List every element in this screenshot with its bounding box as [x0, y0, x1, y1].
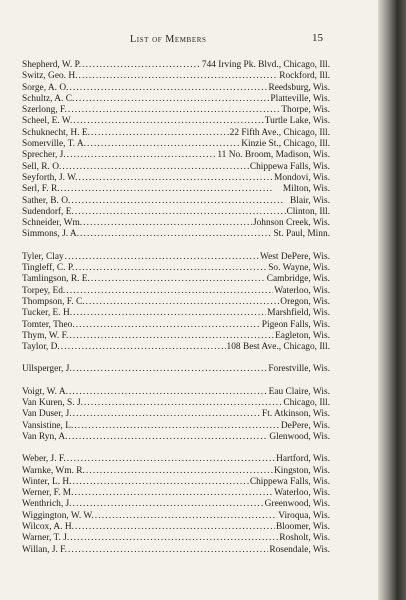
member-location: Bloomer, Wis. [275, 521, 330, 532]
member-location: Marshfield, Wis. [267, 308, 330, 319]
member-location: Kingston, Wis. [274, 465, 330, 476]
member-entry [22, 94, 330, 105]
member-location: St. Paul, Minn. [273, 229, 330, 240]
dot-leader [75, 522, 275, 533]
dot-leader [91, 274, 266, 285]
member-entry [22, 466, 330, 477]
member-location: 108 Best Ave., Chicago, Ill. [226, 342, 330, 353]
member-name: Willan, J. F. [22, 544, 67, 555]
member-name: Tamlingson, R. E. [22, 274, 90, 285]
member-location: Chippewa Falls, Wis. [249, 476, 330, 487]
member-name: Simmons, J. A. [22, 229, 80, 240]
member-location: Platteville, Wis. [270, 93, 330, 104]
member-name: Sudendorf, E. [22, 206, 74, 217]
member-entry [22, 218, 330, 229]
member-location: Pigeon Falls, Wis. [261, 319, 330, 330]
member-location: Milton, Wis. [282, 184, 330, 195]
member-entry [22, 286, 330, 297]
dot-leader [61, 342, 226, 353]
dot-leader [83, 218, 252, 229]
dot-leader [86, 297, 280, 308]
member-entry [22, 432, 330, 443]
member-location: Ft. Atkinson, Wis. [262, 409, 330, 420]
member-entry [22, 308, 330, 319]
member-location: 744 Irving Pk. Blvd., Chicago, Ill. [201, 60, 330, 70]
member-location: 22 Fifth Ave., Chicago, Ill. [229, 127, 330, 138]
member-name: Van Kuren, S. J. [22, 398, 83, 409]
dot-leader [71, 196, 289, 207]
dot-leader [68, 432, 268, 443]
member-name: Wilcox, A. H. [22, 521, 74, 532]
member-entry [22, 207, 330, 218]
book-binding-gutter [378, 0, 406, 600]
member-name: Ullsperger, J. [22, 364, 72, 375]
member-name: Werner, F. M. [22, 488, 74, 499]
member-name: Schneider, Wm. [22, 218, 83, 229]
member-name: Warner, T. J. [22, 533, 70, 544]
member-location: Greenwood, Wis. [264, 499, 330, 510]
member-location: Hartford, Wis. [276, 454, 330, 465]
member-entry [22, 320, 330, 331]
member-name: Tucker, E. H. [22, 308, 73, 319]
member-location: Chicago, Ill. [283, 398, 330, 409]
member-location: Kinzie St., Chicago, Ill. [241, 139, 330, 150]
member-location: Turtle Lake, Wis. [264, 116, 330, 127]
member-name: Schultz, A. C. [22, 93, 75, 104]
member-name: Tyler, Clay [22, 251, 64, 262]
member-group [22, 454, 330, 556]
member-location: Reedsburg, Wis. [268, 82, 330, 93]
member-location: Rockford, Ill. [279, 71, 330, 82]
member-location: Forestville, Wis. [268, 364, 330, 375]
member-name: Winter, L. H. [22, 476, 72, 487]
member-entry [22, 297, 330, 308]
dot-leader [75, 263, 267, 274]
member-name: Switz, Geo. H. [22, 71, 78, 82]
dot-leader [75, 488, 274, 499]
member-group [22, 364, 330, 375]
member-entry [22, 454, 330, 465]
dot-leader [87, 139, 240, 150]
dot-leader [69, 331, 274, 342]
member-location: Waterloo, Wis. [274, 285, 330, 296]
dot-leader [67, 454, 275, 465]
member-name: Tingleff, C. P. [22, 263, 75, 274]
member-group [22, 387, 330, 443]
dot-leader [91, 128, 229, 139]
dot-leader [76, 320, 261, 331]
running-title: List of Members [130, 34, 207, 45]
member-entry [22, 533, 330, 544]
dot-leader [66, 286, 273, 297]
member-location: Johnson Creek, Wis. [252, 218, 330, 229]
member-entry [22, 488, 330, 499]
member-name: Warnke, Wm. R. [22, 465, 85, 476]
member-name: Sell, R. O. [22, 161, 62, 172]
dot-leader [75, 207, 286, 218]
member-entry [22, 128, 330, 139]
member-entry [22, 398, 330, 409]
page-number: 15 [312, 32, 323, 44]
dot-leader [61, 184, 282, 195]
member-name: Serl, F. R. [22, 184, 60, 195]
member-name: Thompson, F. C. [22, 296, 85, 307]
member-location: DePere, Wis. [280, 420, 330, 431]
dot-leader [73, 116, 263, 127]
dot-leader [80, 229, 272, 240]
member-entry [22, 105, 330, 116]
dot-leader [68, 545, 268, 556]
member-name: Szerlong, F. [22, 105, 67, 116]
dot-leader [73, 477, 249, 488]
member-location: Rosholt, Wis. [279, 533, 330, 544]
member-location: Rosendale, Wis. [269, 544, 330, 555]
member-entry [22, 511, 330, 522]
dot-leader [82, 60, 201, 71]
member-group [22, 60, 330, 241]
member-location: Eagleton, Wis. [275, 330, 330, 341]
member-entry [22, 83, 330, 94]
member-name: Scheel, E. W. [22, 116, 73, 127]
dot-leader [78, 173, 273, 184]
member-entry [22, 229, 330, 240]
member-name: Sprecher, J. [22, 150, 66, 161]
member-location: Cambridge, Wis. [266, 274, 330, 285]
member-location: Chippewa Falls, Wis. [249, 161, 330, 172]
member-location: Mondovi, Wis. [274, 172, 330, 183]
member-location: Eau Claire, Wis. [268, 386, 330, 397]
member-name: Taylor, D. [22, 342, 60, 353]
member-name: Schuknecht, H. E. [22, 127, 90, 138]
member-entry [22, 139, 330, 150]
dot-leader [68, 105, 281, 116]
member-location: So. Wayne, Wis. [268, 263, 330, 274]
member-location: Blair, Wis. [290, 195, 330, 206]
member-entry [22, 252, 330, 263]
member-name: Tomter, Theo. [22, 319, 75, 330]
dot-leader [84, 398, 282, 409]
member-name: Weber, J. F. [22, 454, 66, 465]
member-location: 11 No. Broom, Madison, Wis. [217, 150, 330, 161]
page-header [0, 34, 378, 48]
member-name: Voigt, W. A. [22, 386, 68, 397]
member-entry [22, 499, 330, 510]
member-entry [22, 387, 330, 398]
member-location: Oregon, Wis. [280, 296, 330, 307]
member-name: Somerville, T. A. [22, 139, 86, 150]
member-location: West DePere, Wis. [259, 251, 330, 262]
member-entry [22, 477, 330, 488]
dot-leader [65, 252, 259, 263]
dot-leader [69, 83, 267, 94]
member-entry [22, 522, 330, 533]
member-entry [22, 263, 330, 274]
dot-leader [95, 511, 277, 522]
member-location: Waterloo, Wis. [274, 488, 330, 499]
member-name: Sorge, A. O. [22, 82, 69, 93]
member-entry [22, 71, 330, 82]
member-name: Seyforth, J. W. [22, 172, 78, 183]
member-name: Wenthrich, J. [22, 499, 72, 510]
member-entry [22, 162, 330, 173]
member-name: Shepherd, W. P. [22, 60, 82, 70]
member-entry [22, 274, 330, 285]
dot-leader [75, 94, 269, 105]
member-entry [22, 184, 330, 195]
member-name: Van Ryn, A. [22, 431, 68, 442]
member-name: Wiggington, W. W. [22, 510, 94, 521]
dot-leader [73, 308, 266, 319]
dot-leader [62, 162, 248, 173]
member-entry [22, 331, 330, 342]
member-entry [22, 150, 330, 161]
member-entry [22, 421, 330, 432]
member-list [22, 60, 330, 567]
member-entry [22, 196, 330, 207]
member-name: Sather, B. O. [22, 195, 71, 206]
member-entry [22, 364, 330, 375]
member-location: Thorpe, Wis. [281, 105, 330, 116]
dot-leader [67, 150, 217, 161]
member-entry [22, 545, 330, 556]
dot-leader [86, 466, 273, 477]
member-name: Thym, W. F. [22, 330, 69, 341]
member-entry [22, 409, 330, 420]
member-name: Vansistine, L. [22, 420, 74, 431]
dot-leader [78, 71, 278, 82]
member-entry [22, 116, 330, 127]
dot-leader [74, 421, 280, 432]
dot-leader [73, 499, 264, 510]
dot-leader [73, 409, 261, 420]
member-group [22, 252, 330, 354]
member-entry [22, 173, 330, 184]
member-entry [22, 342, 330, 353]
member-location: Glenwood, Wis. [269, 431, 330, 442]
member-name: Torpey, Ed. [22, 285, 66, 296]
dot-leader [69, 387, 268, 398]
dot-leader [70, 533, 278, 544]
member-location: Viroqua, Wis. [278, 510, 330, 521]
member-name: Van Duser, J. [22, 409, 72, 420]
dot-leader [73, 364, 268, 375]
member-entry [22, 60, 330, 71]
member-location: Clinton, Ill. [286, 206, 330, 217]
